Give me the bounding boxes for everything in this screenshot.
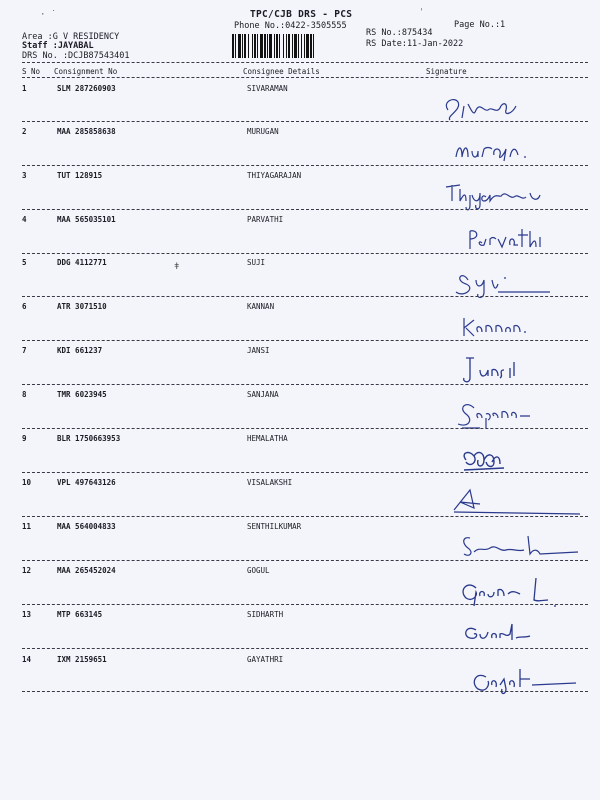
rs-date: RS Date:11-Jan-2022 [366,39,464,49]
table-row [0,522,600,568]
table-row [0,215,600,261]
row-sno: 3 [22,171,27,180]
row-sno: 8 [22,390,27,399]
row-consignee: THIYAGARAJAN [247,171,302,180]
handwritten-signature [440,659,590,699]
divider-line [22,253,588,254]
row-consignee: VISALAKSHI [247,478,293,487]
table-row [0,346,600,392]
row-consignment: SLM 287260903 [57,84,116,93]
row-consignee: SUJI [247,258,266,267]
row-sno: 13 [22,610,32,619]
area-label: Area :G V RESIDENCY [22,32,120,42]
row-consignment: TUT 128915 [57,171,103,180]
row-consignee: KANNAN [247,302,275,311]
column-header-consignee: Consignee Details [243,67,320,76]
divider-line [22,604,588,605]
scan-speck: · ̇ [40,10,51,20]
column-header-signature: Signature [426,67,467,76]
row-consignee: HEMALATHA [247,434,288,443]
row-consignment: KDI 661237 [57,346,103,355]
row-consignee: MURUGAN [247,127,279,136]
row-consignee: JANSI [247,346,270,355]
row-sno: 1 [22,84,27,93]
table-row [0,302,600,348]
divider-line [22,691,588,692]
divider-line [22,428,588,429]
phone-number: Phone No.:0422-3505555 [234,21,347,31]
row-sno: 9 [22,434,27,443]
row-sno: 6 [22,302,27,311]
table-row [0,434,600,480]
handwritten-signature [440,88,590,128]
row-consignment: MAA 565035101 [57,215,116,224]
row-consignment: BLR 1750663953 [57,434,121,443]
page-number: Page No.:1 [454,20,506,30]
row-consignment: IXM 2159651 [57,655,107,664]
row-consignee: SIDHARTH [247,610,284,619]
row-consignee: GAYATHRI [247,655,284,664]
divider-line [22,340,588,341]
divider-line [22,296,588,297]
table-row [0,390,600,436]
column-header-consignment: Consignment No [54,67,118,76]
table-row [0,655,600,701]
row-consignment: MTP 663145 [57,610,103,619]
row-sno: 10 [22,478,32,487]
staff-label: Staff :JAYABAL [22,41,94,51]
column-header-sno: S No [22,67,41,76]
row-consignee: PARVATHI [247,215,284,224]
divider-line [22,209,588,210]
row-consignment: MAA 564004833 [57,522,116,531]
row-sno: 5 [22,258,27,267]
drs-number: DRS No. :DCJB87543401 [22,51,130,61]
row-consignment: VPL 497643126 [57,478,116,487]
row-consignment: DDG 4112771 [57,258,107,267]
divider-line [22,648,588,649]
table-row [0,478,600,524]
row-consignee: SANJANA [247,390,279,399]
divider-line [22,472,588,473]
row-consignment: ATR 3071510 [57,302,107,311]
divider-line [22,121,588,122]
divider-line [22,165,588,166]
row-consignee: SIVARAMAN [247,84,288,93]
row-consignee: SENTHILKUMAR [247,522,302,531]
scan-speck: ǂ [174,262,180,272]
table-row [0,127,600,173]
divider-line [22,560,588,561]
divider-line [22,516,588,517]
barcode [232,34,358,58]
table-row [0,171,600,217]
sheet-title: TPC/CJB DRS - PCS [250,9,353,20]
row-sno: 2 [22,127,27,136]
row-consignment: TMR 6023945 [57,390,107,399]
row-sno: 7 [22,346,27,355]
row-sno: 11 [22,522,32,531]
row-sno: 14 [22,655,32,664]
table-row [0,610,600,656]
row-consignee: GOGUL [247,566,270,575]
divider-line [22,384,588,385]
row-consignment: MAA 265452024 [57,566,116,575]
scan-speck: ˌ [419,2,425,12]
row-sno: 12 [22,566,32,575]
table-row [0,84,600,130]
rs-number: RS No.:875434 [366,28,433,38]
divider-line [22,77,588,78]
row-sno: 4 [22,215,27,224]
row-consignment: MAA 285858638 [57,127,116,136]
table-row [0,566,600,612]
table-row [0,258,600,304]
divider-line [22,62,588,63]
